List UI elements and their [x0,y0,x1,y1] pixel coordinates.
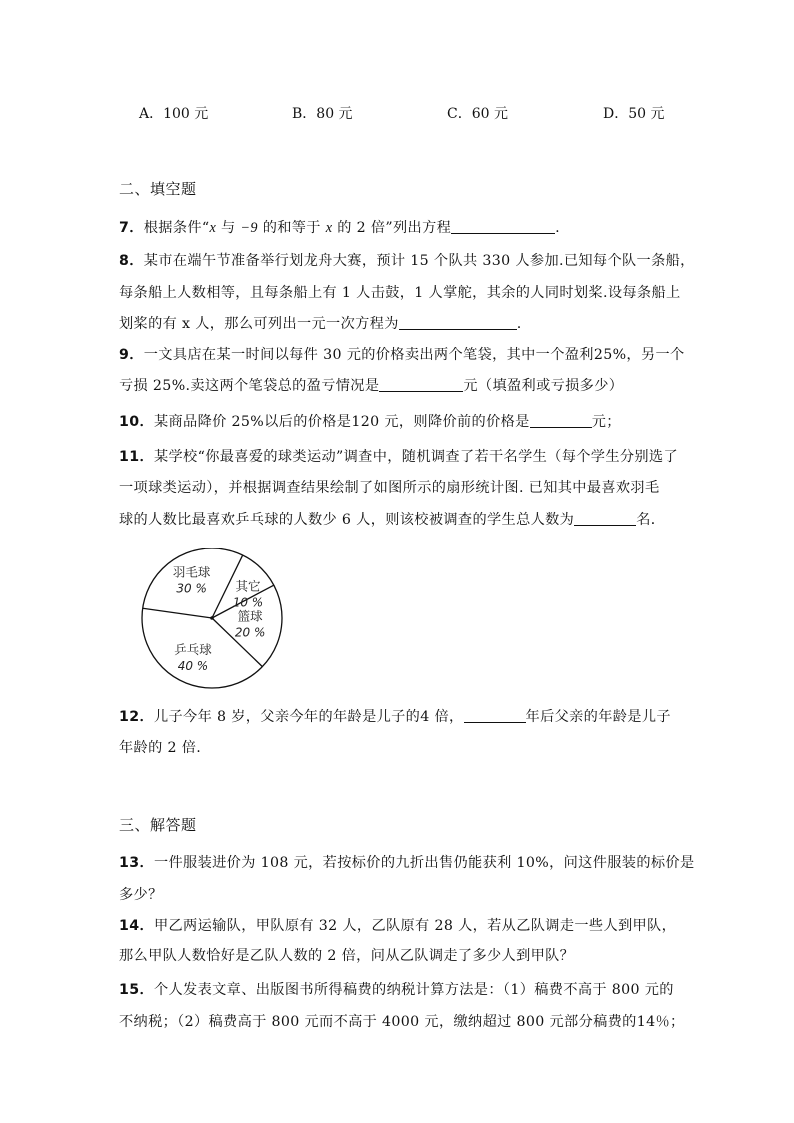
q7-text: 根据条件“ [143,220,210,236]
q11-line-1: 某学校“你最喜爱的球类运动”调查中，随机调查了若干名学生（每个学生分别选了 [153,449,679,465]
section-answer-title: 三、解答题 [119,816,197,834]
q9-line-2 [119,375,623,395]
answer-blank[interactable] [574,511,636,526]
answer-blank[interactable] [464,708,526,723]
pie-category-label: 乒乓球 [174,642,212,658]
pie-category-label: 其它 [235,578,261,594]
q11-text: 球的人数比最喜欢乒乓球的人数少 6 人，则该校被调查的学生总人数为 [119,512,575,528]
q8-line-3 [119,313,522,333]
pie-category-label: 羽毛球 [172,564,211,580]
answer-blank[interactable] [530,413,592,428]
q11-line-3 [119,509,665,529]
question-number: 9． [119,347,144,363]
question-12 [119,706,671,726]
question-number: 8． [119,253,144,269]
pie-percent-label: 20 % [234,625,266,640]
question-8 [119,250,695,270]
q9-text: 元（填盈利或亏损多少） [463,378,624,394]
q15-line-2: 不纳税；（2）稿费高于 800 元而不高于 4000 元，缴纳超过 800 元部分稿费的14％； [119,1014,685,1030]
section-fill-blank-title: 二、填空题 [119,180,197,198]
question-number: 12． [119,709,154,725]
q7-variable: x [209,220,217,236]
q8-end: . [516,316,522,332]
q11-line-2: 一项球类运动），并根据调查结果绘制了如图所示的扇形统计图. 已知其中最喜欢羽毛 [119,480,660,496]
q8-line-1: 某市在端午节准备举行划龙舟大赛，预计 15 个队共 330 人参加.已知每个队一条船， [143,253,695,269]
pie-percent-label: 40 % [177,659,209,674]
q10-text: 元； [591,414,621,430]
q12-line-2: 年龄的 2 倍. [119,740,202,756]
option-d: D．50 元 [603,106,665,122]
question-11 [119,446,678,466]
pie-center [210,616,214,620]
q9-text: 亏损 25%.卖这两个笔袋总的盈亏情况是 [119,378,380,394]
q11-text: 名． [636,512,666,528]
question-number: 14． [119,918,154,934]
q7-text: 的和等于 [257,220,326,236]
answer-blank[interactable] [379,377,463,392]
q7-variable: x [325,220,333,236]
question-number: 13． [119,855,154,871]
q7-number: −9 [240,220,258,236]
q7-text: 与 [216,220,241,236]
question-7 [119,217,560,237]
q10-text: 某商品降价 25%以后的价格是120 元，则降价前的价格是 [153,414,530,430]
option-b: B．80 元 [292,106,353,122]
question-number: 11． [119,449,154,465]
question-number: 7． [119,220,144,236]
pie-percent-label: 30 % [176,581,207,596]
q8-line-2: 每条船上人数相等，且每条船上有 1 人击鼓，1 人掌舵，其余的人同时划桨.设每条船上 [119,285,681,301]
question-number: 10． [119,414,154,430]
question-number: 15． [119,982,154,998]
answer-blank[interactable] [399,315,517,330]
q13-line-1: 一件服装进价为 108 元，若按标价的九折出售仍能获利 10%，问这件服装的标价是 [153,855,695,871]
q7-text: 的 2 倍”列出方程 [332,220,452,236]
q14-line-2: 那么甲队人数恰好是乙队人数的 2 倍，问从乙队调走了多少人到甲队？ [119,948,575,964]
q13-line-2: 多少？ [119,887,163,903]
q15-line-1: 个人发表文章、出版图书所得稿费的纳税计算方法是：（1）稿费不高于 800 元的 [153,982,674,998]
option-c: C．60 元 [447,106,508,122]
question-15 [119,979,674,999]
question-14 [119,915,676,935]
question-13 [119,852,694,872]
answer-blank[interactable] [451,219,555,234]
pie-chart [130,548,295,693]
question-10 [119,411,621,431]
pie-category-label: 篮球 [237,608,263,624]
q8-text: 划桨的有 x 人，那么可列出一元一次方程为 [119,316,399,332]
question-9 [119,344,685,364]
q12-text: 儿子今年 8 岁，父亲今年的年龄是儿子的4 倍， [153,709,464,725]
q14-line-1: 甲乙两运输队，甲队原有 32 人，乙队原有 28 人，若从乙队调走一些人到甲队， [153,918,677,934]
pie-percent-label: 10 % [232,595,264,610]
option-a: A．100 元 [139,106,209,122]
q9-line-1: 一文具店在某一时间以每件 30 元的价格卖出两个笔袋，其中一个盈利25%，另一个 [143,347,685,363]
q12-text: 年后父亲的年龄是儿子 [525,709,671,725]
q7-end: . [555,220,561,236]
